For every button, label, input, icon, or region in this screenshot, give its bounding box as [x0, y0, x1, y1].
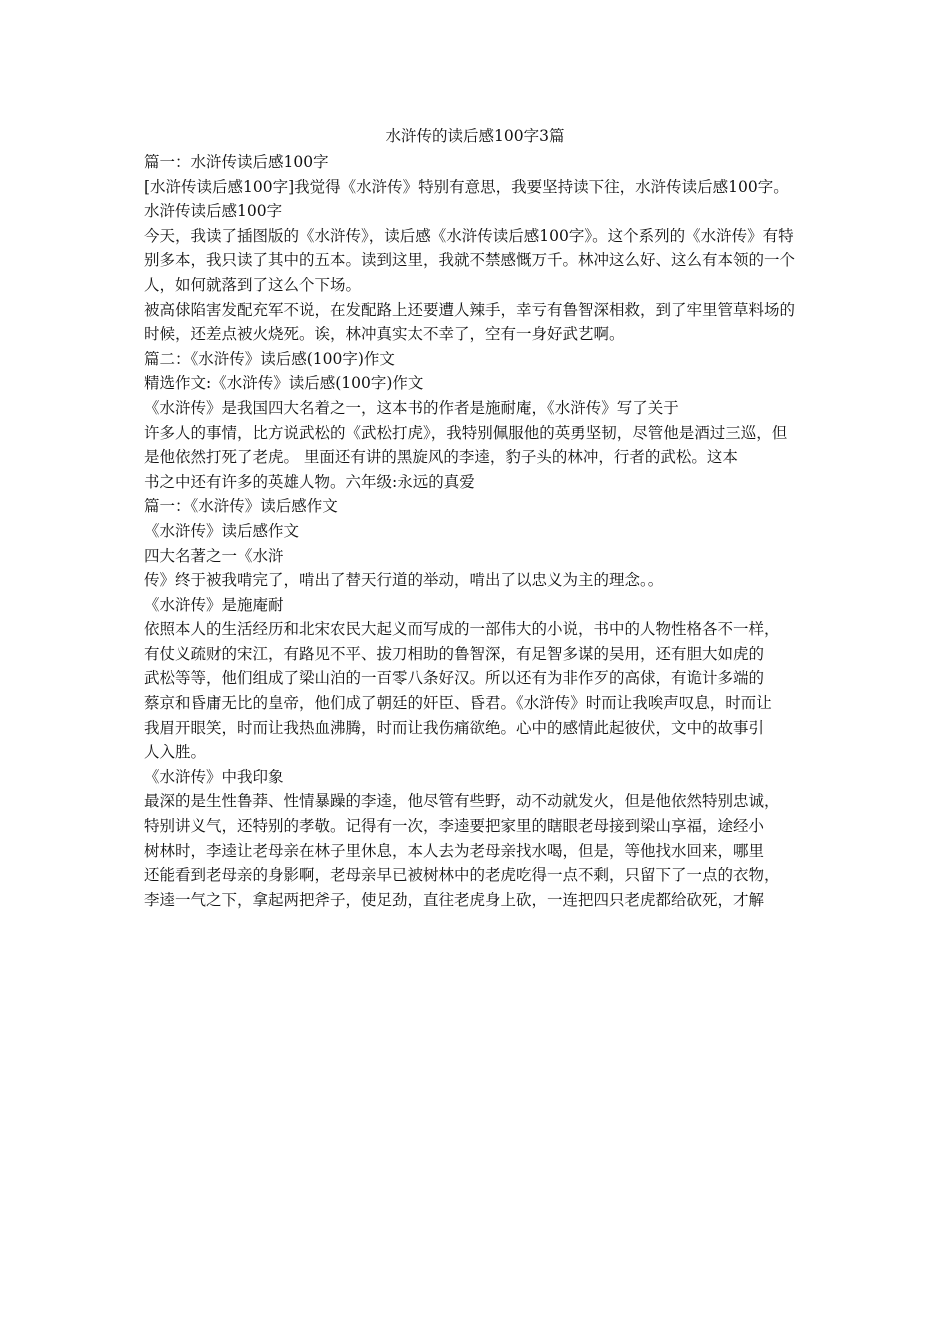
text-line: 树林时，李逵让老母亲在林子里休息，本人去为老母亲找水喝，但是，等他找水回来，哪里 [144, 841, 765, 860]
text-line: 水浒传读后感100字 [144, 202, 283, 221]
text-line: 还能看到老母亲的身影啊，老母亲早已被树林中的老虎吃得一点不剩，只留下了一点的衣物， [144, 866, 780, 885]
text-line: 《水浒传》是我国四大名着之一，这本书的作者是施耐庵，《水浒传》写了关于 [144, 398, 679, 417]
text-line: 我眉开眼笑，时而让我热血沸腾，时而让我伤痛欲绝。心中的感情此起彼伏，文中的故事引 [144, 718, 765, 737]
text-line: 人入胜。 [144, 743, 207, 762]
document-body [144, 150, 808, 912]
text-line: 最深的是生性鲁莽、性情暴躁的李逵，他尽管有些野，动不动就发火，但是他依然特别忠诚， [144, 792, 780, 811]
text-line: 依照本人的生活经历和北宋农民大起义而写成的一部伟大的小说，书中的人物性格各不一样， [144, 620, 780, 639]
text-line: 被高俅陷害发配充军不说，在发配路上还要遭人辣手，幸亏有鲁智深相救，到了牢里管草料场的时候，还差点被火烧死。诶，林冲真实太不幸了，空有一身好武艺啊。 [144, 300, 796, 344]
text-line: 武松等等，他们组成了梁山泊的一百零八条好汉。所以还有为非作歹的高俅，有诡计多端的 [144, 669, 765, 688]
document-title: 水浒传的读后感100字3篇 [385, 127, 565, 145]
text-line: 特别讲义气，还特别的孝敬。记得有一次，李逵要把家里的瞎眼老母接到梁山享福，途经小 [144, 817, 765, 836]
text-line: 篇一：《水浒传》读后感作文 [144, 497, 338, 516]
text-line: 是他依然打死了老虎。 里面还有讲的黑旋风的李逵，豹子头的林冲，行者的武松。这本 [144, 448, 738, 467]
text-line: 书之中还有许多的英雄人物。六年级:永远的真爱 [144, 472, 475, 491]
text-line: 《水浒传》中我印象 [144, 767, 284, 786]
text-line: 蔡京和昏庸无比的皇帝，他们成了朝廷的奸臣、昏君。《水浒传》时而让我唉声叹息，时而让 [144, 694, 772, 713]
text-line: 四大名著之一《水浒 [144, 546, 284, 565]
text-line: 篇一：水浒传读后感100字 [144, 153, 329, 171]
text-line: 李逵一气之下，拿起两把斧子，使足劲，直往老虎身上砍，一连把四只老虎都给砍死，才解 [144, 890, 765, 909]
text-line: [水浒传读后感100字]我觉得《水浒传》特别有意思，我要坚持读下往，水浒传读后感100字。 [144, 177, 789, 196]
text-line: 许多人的事情，比方说武松的《武松打虎》，我特别佩服他的英勇坚韧，尽管他是酒过三巡，但 [144, 423, 788, 442]
text-line: 《水浒传》是施庵耐 [144, 595, 284, 614]
text-line: 传》终于被我啃完了，啃出了替天行道的举动，啃出了以忠义为主的理念。。 [144, 571, 664, 590]
text-line: 《水浒传》读后感作文 [144, 521, 300, 540]
text-line: 篇二：《水浒传》读后感(100字)作文 [144, 349, 395, 368]
text-line: 精选作文:《水浒传》读后感(100字)作文 [144, 374, 424, 393]
text-line: 有仗义疏财的宋江，有路见不平、拔刀相助的鲁智深，有足智多谋的吴用，还有胆大如虎的 [144, 644, 765, 663]
text-line: 今天，我读了插图版的《水浒传》，读后感《水浒传读后感100字》。这个系列的《水浒传》有特别多本，我只读了其中的五本。读到这里，我就不禁感慨万千。林冲这么好、这么有本领的一个人，如何就落到了这么个下场。 [144, 226, 796, 294]
